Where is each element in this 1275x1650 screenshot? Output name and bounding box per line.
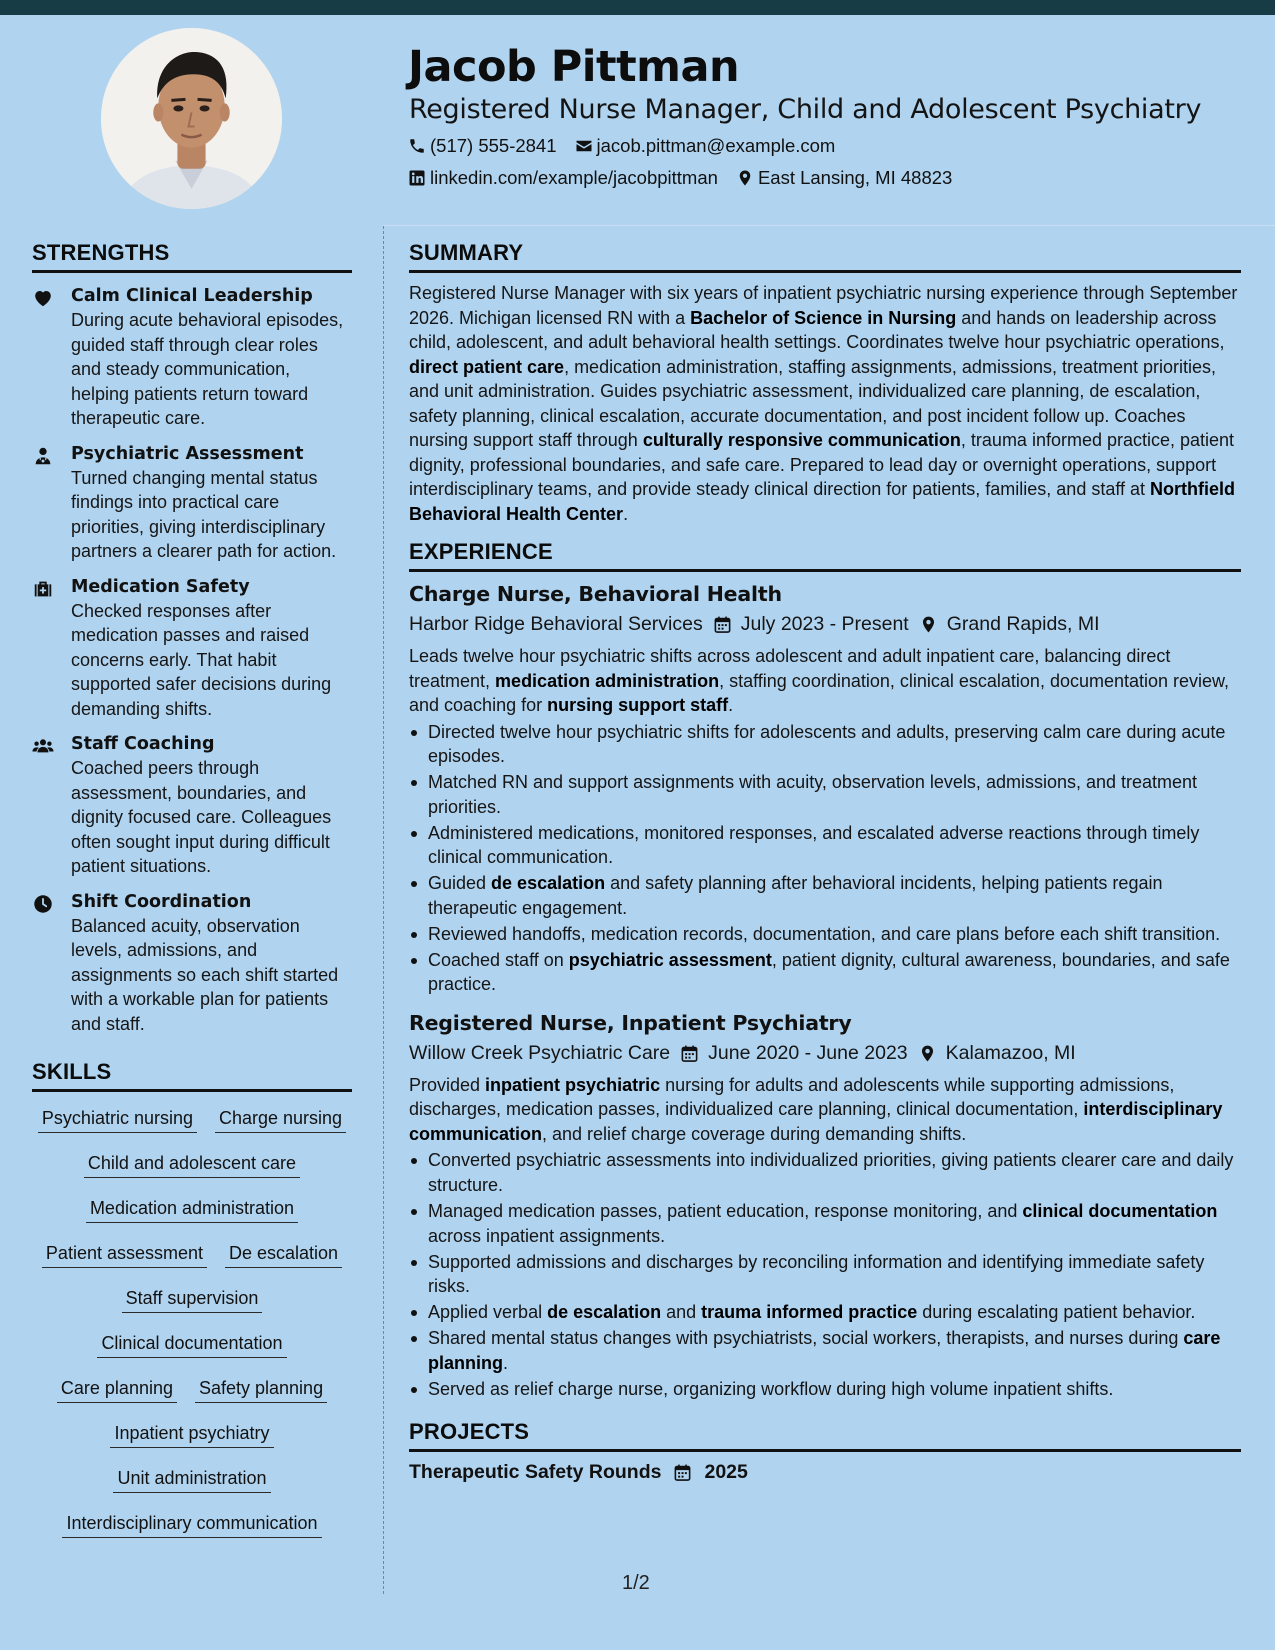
strength-title: Calm Clinical Leadership	[71, 286, 313, 306]
text-run: .	[728, 695, 734, 715]
strength-desc: Checked responses after medication passes and raised concerns early. That habit supported safer decisions during demanding shifts.	[71, 600, 332, 719]
column-divider	[383, 226, 384, 1594]
project-item	[409, 1461, 1241, 1484]
header-divider	[383, 225, 1275, 226]
bullet-item	[409, 871, 1241, 920]
contact-phone	[408, 135, 557, 157]
job-location: Grand Rapids, MI	[946, 613, 1100, 635]
job-intro	[409, 644, 1241, 718]
text-run: Converted psychiatric assessments into individualized priorities, giving patients clearer care and daily structure.	[428, 1150, 1234, 1195]
bullet-item	[409, 1199, 1241, 1248]
emphasis-text: Bachelor of Science in Nursing	[690, 307, 957, 328]
text-run: Registered Nurse Manager with six years of inpatient psychiatric nursing experience through September 2026. Michigan licensed RN with a	[409, 283, 1238, 328]
emphasis-text: trauma informed practice	[701, 1302, 918, 1323]
text-run: , trauma informed practice, patient dignity, professional boundaries, and safe care. Prepared to lead day or overnight operations, support interdisciplinary teams, and provide steady clinical direction for patients, families, and staff at	[409, 430, 1235, 499]
job-bullets	[409, 720, 1241, 997]
project-title: Therapeutic Safety Rounds	[409, 1461, 662, 1484]
strength-title: Psychiatric Assessment	[71, 443, 304, 464]
skill-tag: Medication administration	[86, 1190, 298, 1223]
phone-number[interactable]: (517) 555-2841	[430, 135, 557, 156]
text-run: Provided	[409, 1074, 486, 1095]
email-link[interactable]: jacob.pittman@example.com	[596, 135, 836, 156]
text-run: Reviewed handoffs, medication records, documentation, and care plans before each shift transition.	[428, 923, 1221, 944]
skill-tag: Safety planning	[195, 1370, 327, 1403]
text-run: Shared mental status changes with psychiatrists, social workers, therapists, and nurses during	[428, 1328, 1184, 1349]
text-run: , staffing coordination, clinical escalation, documentation review, and coaching for	[409, 670, 1230, 715]
medkit-icon	[32, 578, 54, 600]
text-run: , patient dignity, cultural awareness, boundaries, and safe practice.	[428, 949, 1230, 995]
project-year: 2025	[704, 1461, 748, 1484]
bullet-item	[409, 1377, 1241, 1402]
text-run: Managed medication passes, patient education, response monitoring, and	[428, 1201, 1023, 1222]
emphasis-text: care planning	[428, 1328, 1221, 1373]
job-entry	[409, 582, 1241, 997]
bullet-item	[409, 948, 1241, 997]
job-bullets	[409, 1148, 1241, 1401]
strength-title: Staff Coaching	[71, 734, 215, 754]
text-run: , medication administration, staffing assignments, admissions, treatment priorities, and unit administration. Guides psychiatric assessment, individualized care planning, de escalation, safety planning, clinical escalation, accurate documentation, and post incident follow up. Coaches nursing support staff through	[409, 356, 1217, 450]
map-pin-icon	[736, 169, 754, 187]
skill-tag: Unit administration	[113, 1460, 270, 1493]
text-run: Matched RN and support assignments with acuity, observation levels, admissions, and treatment priorities.	[428, 772, 1198, 817]
location-text: East Lansing, MI 48823	[757, 167, 953, 188]
linkedin-link[interactable]: linkedin.com/example/jacobpittman	[430, 167, 718, 188]
strength-title: Medication Safety	[71, 576, 250, 597]
text-run: across inpatient assignments.	[428, 1225, 666, 1246]
job-title: Charge Nurse, Behavioral Health	[409, 582, 782, 606]
emphasis-text: nursing support staff	[547, 695, 729, 715]
contact-linkedin	[408, 167, 718, 189]
skill-tag: De escalation	[225, 1235, 342, 1268]
strengths-heading: STRENGTHS	[32, 240, 352, 273]
projects-heading: PROJECTS	[409, 1419, 1241, 1452]
skill-row	[32, 1415, 352, 1460]
map-pin-icon	[919, 615, 938, 634]
skill-tag: Psychiatric nursing	[38, 1100, 197, 1133]
contact-row-1	[408, 135, 835, 157]
text-run: Served as relief charge nurse, organizing workflow during high volume inpatient shifts.	[428, 1378, 1114, 1399]
job-intro	[409, 1073, 1241, 1147]
text-run: Administered medications, monitored responses, and escalated adverse reactions through timely clinical communication.	[428, 822, 1200, 868]
emphasis-text: culturally responsive communication	[642, 430, 961, 450]
text-run: Leads twelve hour psychiatric shifts across adolescent and adult inpatient care, balancing direct treatment,	[409, 646, 1171, 691]
map-pin-icon	[918, 1044, 937, 1063]
emphasis-text: inpatient psychiatric	[485, 1074, 661, 1095]
emphasis-text: de escalation	[491, 873, 606, 894]
bullet-item	[409, 770, 1241, 819]
profile-photo	[101, 28, 282, 209]
job-meta	[409, 1042, 1241, 1065]
emphasis-text: medication administration	[495, 670, 720, 691]
skill-row	[32, 1505, 352, 1550]
job-entry	[409, 1011, 1241, 1401]
emphasis-text: de escalation	[547, 1302, 662, 1323]
skill-tag: Staff supervision	[122, 1280, 263, 1313]
envelope-icon	[575, 137, 593, 155]
strength-desc: During acute behavioral episodes, guided staff through clear roles and steady communication, helping patients return toward therapeutic care.	[71, 310, 344, 428]
text-run: nursing for adults and adolescents while supporting admissions, discharges, medication passes, individualized care planning, clinical documentation,	[409, 1074, 1175, 1120]
text-run: during escalating patient behavior.	[917, 1302, 1196, 1323]
strength-item	[32, 892, 352, 1037]
emphasis-text: Northfield Behavioral Health Center	[409, 479, 1236, 524]
text-run: Supported admissions and discharges by reconciling information and identifying immediate safety risks.	[428, 1251, 1205, 1297]
strength-item	[32, 286, 352, 431]
candidate-name: Jacob Pittman	[408, 42, 740, 92]
text-run: and	[661, 1302, 702, 1323]
text-run: Directed twelve hour psychiatric shifts for adolescents and adults, preserving calm care during acute episodes.	[428, 721, 1226, 766]
calendar-icon	[673, 1463, 692, 1482]
text-run: .	[503, 1352, 509, 1373]
text-run: .	[623, 503, 629, 524]
skill-tag: Patient assessment	[42, 1235, 207, 1268]
user-doctor-icon	[32, 445, 54, 467]
skill-row	[32, 1280, 352, 1325]
skill-row	[32, 1235, 352, 1280]
left-column	[32, 240, 352, 1550]
job-title: Registered Nurse, Inpatient Psychiatry	[409, 1010, 852, 1035]
emphasis-text: clinical documentation	[1022, 1201, 1218, 1222]
text-run: Guided	[428, 873, 492, 894]
skill-row	[32, 1190, 352, 1235]
calendar-icon	[680, 1044, 699, 1063]
strength-desc: Balanced acuity, observation levels, admissions, and assignments so each shift started with a workable plan for patients and staff.	[71, 915, 339, 1034]
skill-tag: Clinical documentation	[97, 1325, 286, 1358]
emphasis-text: interdisciplinary communication	[409, 1099, 1223, 1144]
bullet-item	[409, 720, 1241, 769]
skill-row	[32, 1100, 352, 1145]
top-accent-bar	[0, 0, 1275, 15]
text-run: and safety planning after behavioral incidents, helping patients regain therapeutic engagement.	[428, 873, 1163, 918]
skill-tag: Inpatient psychiatry	[110, 1415, 273, 1448]
emphasis-text: psychiatric assessment	[568, 949, 772, 970]
job-dates: June 2020 - June 2023	[708, 1041, 908, 1064]
company-name: Willow Creek Psychiatric Care	[409, 1041, 671, 1064]
text-run: , and relief charge coverage during demanding shifts.	[542, 1123, 967, 1144]
clock-icon	[32, 893, 54, 915]
skill-row	[32, 1460, 352, 1505]
strength-item	[32, 734, 352, 879]
company-name: Harbor Ridge Behavioral Services	[409, 613, 703, 635]
bullet-item	[409, 1300, 1241, 1325]
strength-desc: Turned changing mental status findings into practical care priorities, giving interdisciplinary partners a clearer path for action.	[71, 467, 337, 561]
calendar-icon	[713, 615, 732, 634]
skill-tag: Charge nursing	[215, 1100, 346, 1133]
skill-row	[32, 1370, 352, 1415]
skills-list	[32, 1100, 352, 1550]
skill-tag: Child and adolescent care	[84, 1145, 300, 1178]
text-run: Applied verbal	[428, 1302, 548, 1323]
job-headline: Registered Nurse Manager, Child and Adolescent Psychiatry	[409, 94, 1202, 125]
bullet-item	[409, 1250, 1241, 1299]
skill-tag: Interdisciplinary communication	[62, 1505, 321, 1538]
strength-desc: Coached peers through assessment, boundaries, and dignity focused care. Colleagues often sought input during difficult patient situations.	[71, 758, 332, 876]
contact-row-2	[408, 167, 952, 189]
text-run: and hands on leadership across child, adolescent, and adult behavioral health settings. Coordinates twelve hour psychiatric operations,	[409, 307, 1225, 352]
skills-heading: SKILLS	[32, 1059, 352, 1092]
experience-heading: EXPERIENCE	[409, 539, 1241, 572]
bullet-item	[409, 1326, 1241, 1375]
bullet-item	[409, 821, 1241, 870]
job-location: Kalamazoo, MI	[945, 1041, 1076, 1064]
emphasis-text: direct patient care	[409, 356, 565, 377]
summary-text	[409, 281, 1241, 526]
portrait-illustration	[101, 28, 282, 209]
linkedin-icon	[408, 169, 426, 187]
skill-tag: Care planning	[57, 1370, 177, 1403]
strength-item	[32, 444, 352, 564]
heart-icon	[32, 287, 54, 309]
strength-title: Shift Coordination	[71, 891, 252, 912]
skill-row	[32, 1145, 352, 1190]
right-column	[409, 240, 1241, 1484]
contact-location	[736, 167, 952, 189]
summary-heading: SUMMARY	[409, 240, 1241, 273]
phone-icon	[408, 137, 426, 155]
job-dates: July 2023 - Present	[740, 613, 909, 635]
contact-email	[575, 135, 836, 157]
users-icon	[32, 735, 54, 757]
skill-row	[32, 1325, 352, 1370]
bullet-item	[409, 1148, 1241, 1197]
job-meta	[409, 613, 1241, 636]
strength-item	[32, 577, 352, 722]
page-number: 1/2	[622, 1572, 650, 1594]
bullet-item	[409, 922, 1241, 947]
text-run: Coached staff on	[428, 949, 569, 970]
